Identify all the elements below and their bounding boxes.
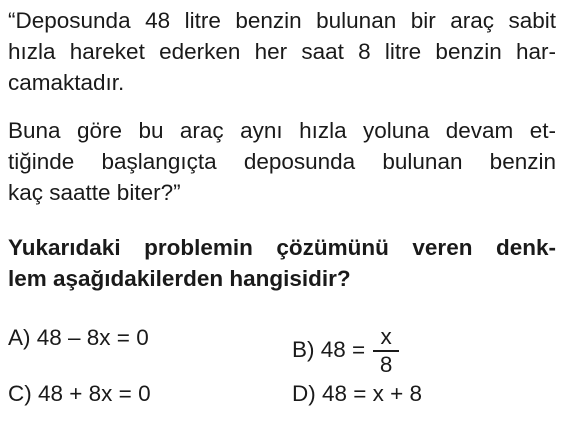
problem-paragraph-2 xyxy=(8,115,556,208)
question-line: lem aşağıdakilerden hangisidir? xyxy=(8,266,351,291)
option-d[interactable]: D) 48 = x + 8 xyxy=(292,381,423,406)
option-c[interactable]: C) 48 + 8x = 0 xyxy=(8,381,151,406)
problem-line: “Deposunda 48 litre benzin bulunan bir araç sabit xyxy=(8,8,556,33)
option-b[interactable] xyxy=(292,323,399,377)
fraction xyxy=(373,324,399,378)
fraction-numerator: x xyxy=(380,324,392,349)
fraction-denominator: 8 xyxy=(379,352,393,377)
option-b-prefix: B) 48 = xyxy=(292,337,366,362)
problem-line: kaç saatte biter?” xyxy=(8,180,181,205)
problem-line: tiğinde başlangıçta deposunda bulunan benzin xyxy=(8,149,556,174)
problem-line: Buna göre bu araç aynı hızla yoluna devam et- xyxy=(8,118,556,143)
option-a[interactable]: A) 48 – 8x = 0 xyxy=(8,325,149,350)
question-text xyxy=(8,232,556,294)
question-line: Yukarıdaki problemin çözümünü veren denk- xyxy=(8,235,556,260)
problem-line: camaktadır. xyxy=(8,70,125,95)
problem-line: hızla hareket ederken her saat 8 litre benzin har- xyxy=(8,39,556,64)
problem-paragraph-1 xyxy=(8,5,556,98)
